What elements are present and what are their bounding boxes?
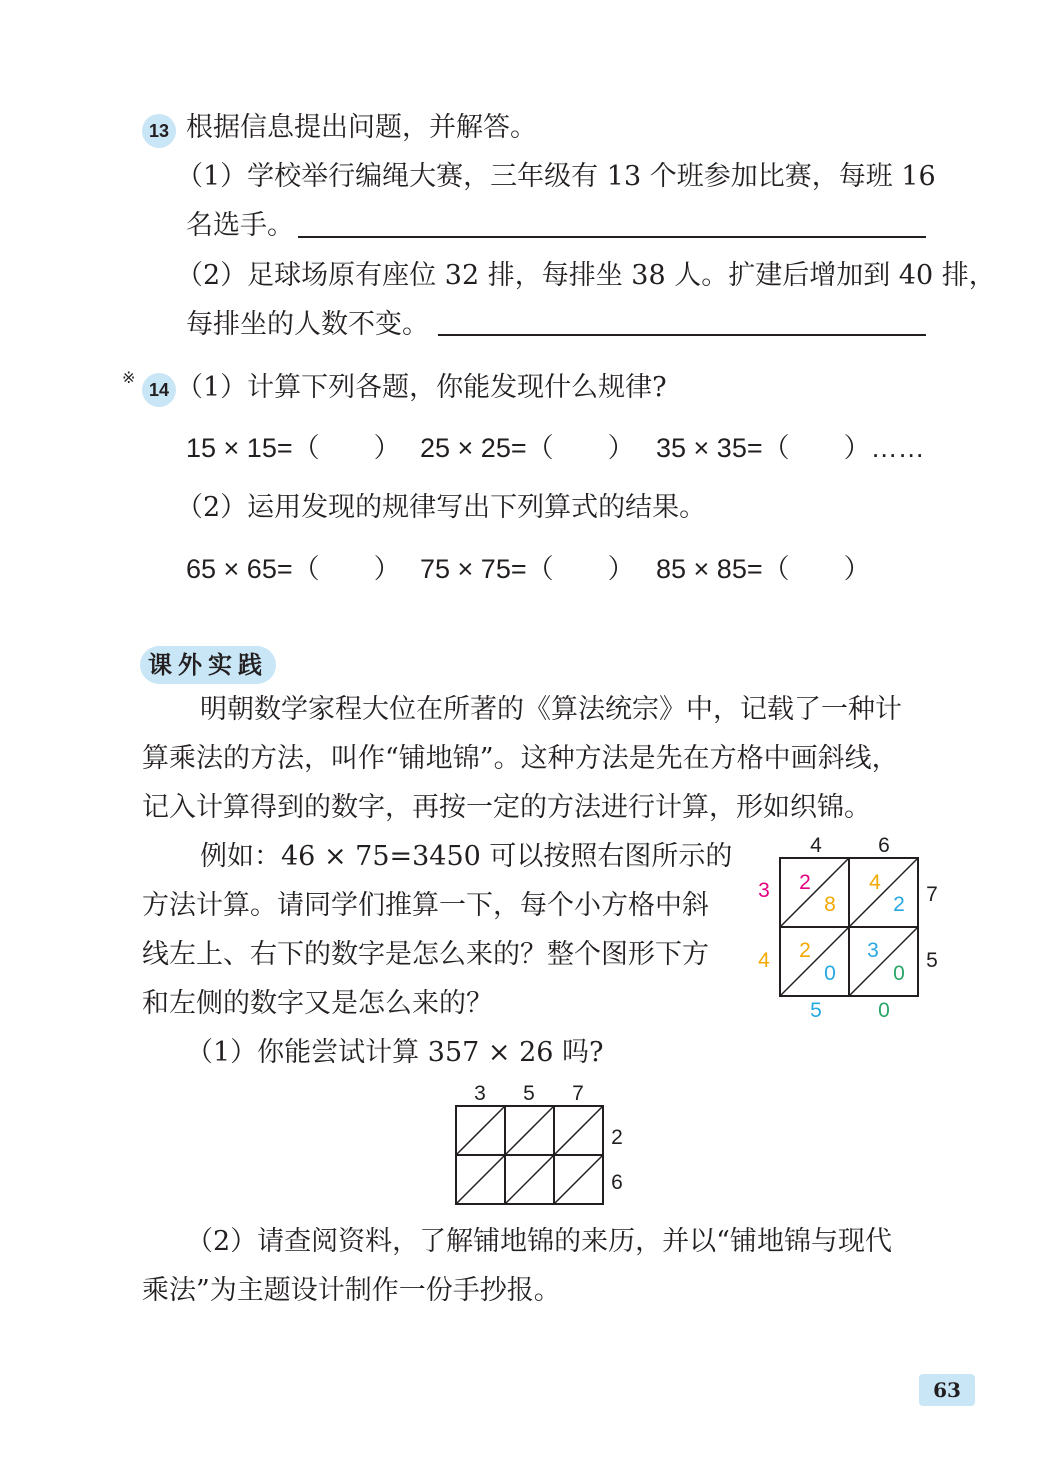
lattice-example-diagram <box>744 828 954 1028</box>
grid1-cell-digit: 3 <box>867 939 879 962</box>
grid1-bottom-digit: 5 <box>810 999 822 1022</box>
grid1-right-digit: 7 <box>926 883 938 906</box>
grid1-top-digit: 6 <box>878 834 890 857</box>
page-number: 63 <box>919 1374 975 1406</box>
question-13-part1-line2 <box>186 206 294 246</box>
question-13-part1-line1: （1）学校举行编绳大赛，三年级有 13 个班参加比赛，每班 16 <box>176 161 936 192</box>
question-14-part1: （1）计算下列各题，你能发现什么规律? <box>176 372 667 403</box>
grid1-right-digit: 5 <box>926 949 938 972</box>
equation: 75 × 75=（ ） <box>420 554 635 584</box>
grid1-cell-digit: 0 <box>893 962 905 985</box>
equation: 25 × 25=（ ） <box>420 433 635 463</box>
equation: 85 × 85=（ ） <box>656 554 871 584</box>
optional-mark: ※ <box>122 368 136 387</box>
section-title: 课外实践 <box>140 646 276 684</box>
paragraph-line: 例如：46 × 75=3450 可以按照右图所示的 <box>200 841 733 872</box>
grid1-cell-digit: 2 <box>893 893 905 916</box>
grid1-cell-digit: 8 <box>824 893 836 916</box>
paragraph-line: 和左侧的数字又是怎么来的？ <box>142 988 493 1019</box>
grid2-right-digit: 6 <box>611 1171 623 1194</box>
question-13-title: 根据信息提出问题，并解答。 <box>186 112 537 143</box>
answer-line <box>298 236 926 238</box>
paragraph-line: 方法计算。请同学们推算一下，每个小方格中斜 <box>142 890 709 921</box>
paragraph-line: 线左上、右下的数字是怎么来的？整个图形下方 <box>142 939 709 970</box>
grid2-top-digit: 5 <box>523 1082 535 1105</box>
grid2-right-digit: 2 <box>611 1126 623 1149</box>
equation: 65 × 65=（ ） <box>186 554 401 584</box>
grid2-top-digit: 3 <box>474 1082 486 1105</box>
grid1-top-digit: 4 <box>810 834 822 857</box>
question-number-badge: 14 <box>142 373 176 407</box>
paragraph-line: 记入计算得到的数字，再按一定的方法进行计算，形如织锦。 <box>142 792 871 823</box>
grid2-top-digit: 7 <box>572 1082 584 1105</box>
lattice-exercise-diagram <box>440 1076 640 1208</box>
question-13-part2-line2 <box>186 305 429 345</box>
grid1-cell-digit: 2 <box>799 939 811 962</box>
equation: 15 × 15=（ ） <box>186 433 401 463</box>
question-13-part2-text: 每排坐的人数不变。 <box>186 309 429 340</box>
grid1-cell-digit: 2 <box>799 871 811 894</box>
question-13-part2-line1: （2）足球场原有座位 32 排，每排坐 38 人。扩建后增加到 40 排， <box>176 260 996 291</box>
grid1-cell-digit: 0 <box>824 962 836 985</box>
grid1-cell-digit: 4 <box>869 871 881 894</box>
question-number-badge: 13 <box>142 114 176 148</box>
equation: 35 × 35=（ ）…… <box>656 433 925 463</box>
grid1-left-digit: 4 <box>758 949 770 972</box>
grid1-bottom-digit: 0 <box>878 999 890 1022</box>
paragraph-line: 明朝数学家程大位在所著的《算法统宗》中，记载了一种计 <box>200 694 902 725</box>
question-13-part1-text: 名选手。 <box>186 210 294 241</box>
paragraph-line: 算乘法的方法，叫作“铺地锦”。这种方法是先在方格中画斜线， <box>142 743 899 774</box>
answer-line <box>438 334 926 336</box>
practice-question-1: （1）你能尝试计算 357 × 26 吗? <box>186 1037 604 1068</box>
question-14-part2: （2）运用发现的规律写出下列算式的结果。 <box>176 492 707 523</box>
practice-question-2-line1: （2）请查阅资料，了解铺地锦的来历，并以“铺地锦与现代 <box>186 1226 892 1257</box>
grid1-left-digit: 3 <box>758 879 770 902</box>
practice-question-2-line2: 乘法”为主题设计制作一份手抄报。 <box>142 1275 561 1306</box>
